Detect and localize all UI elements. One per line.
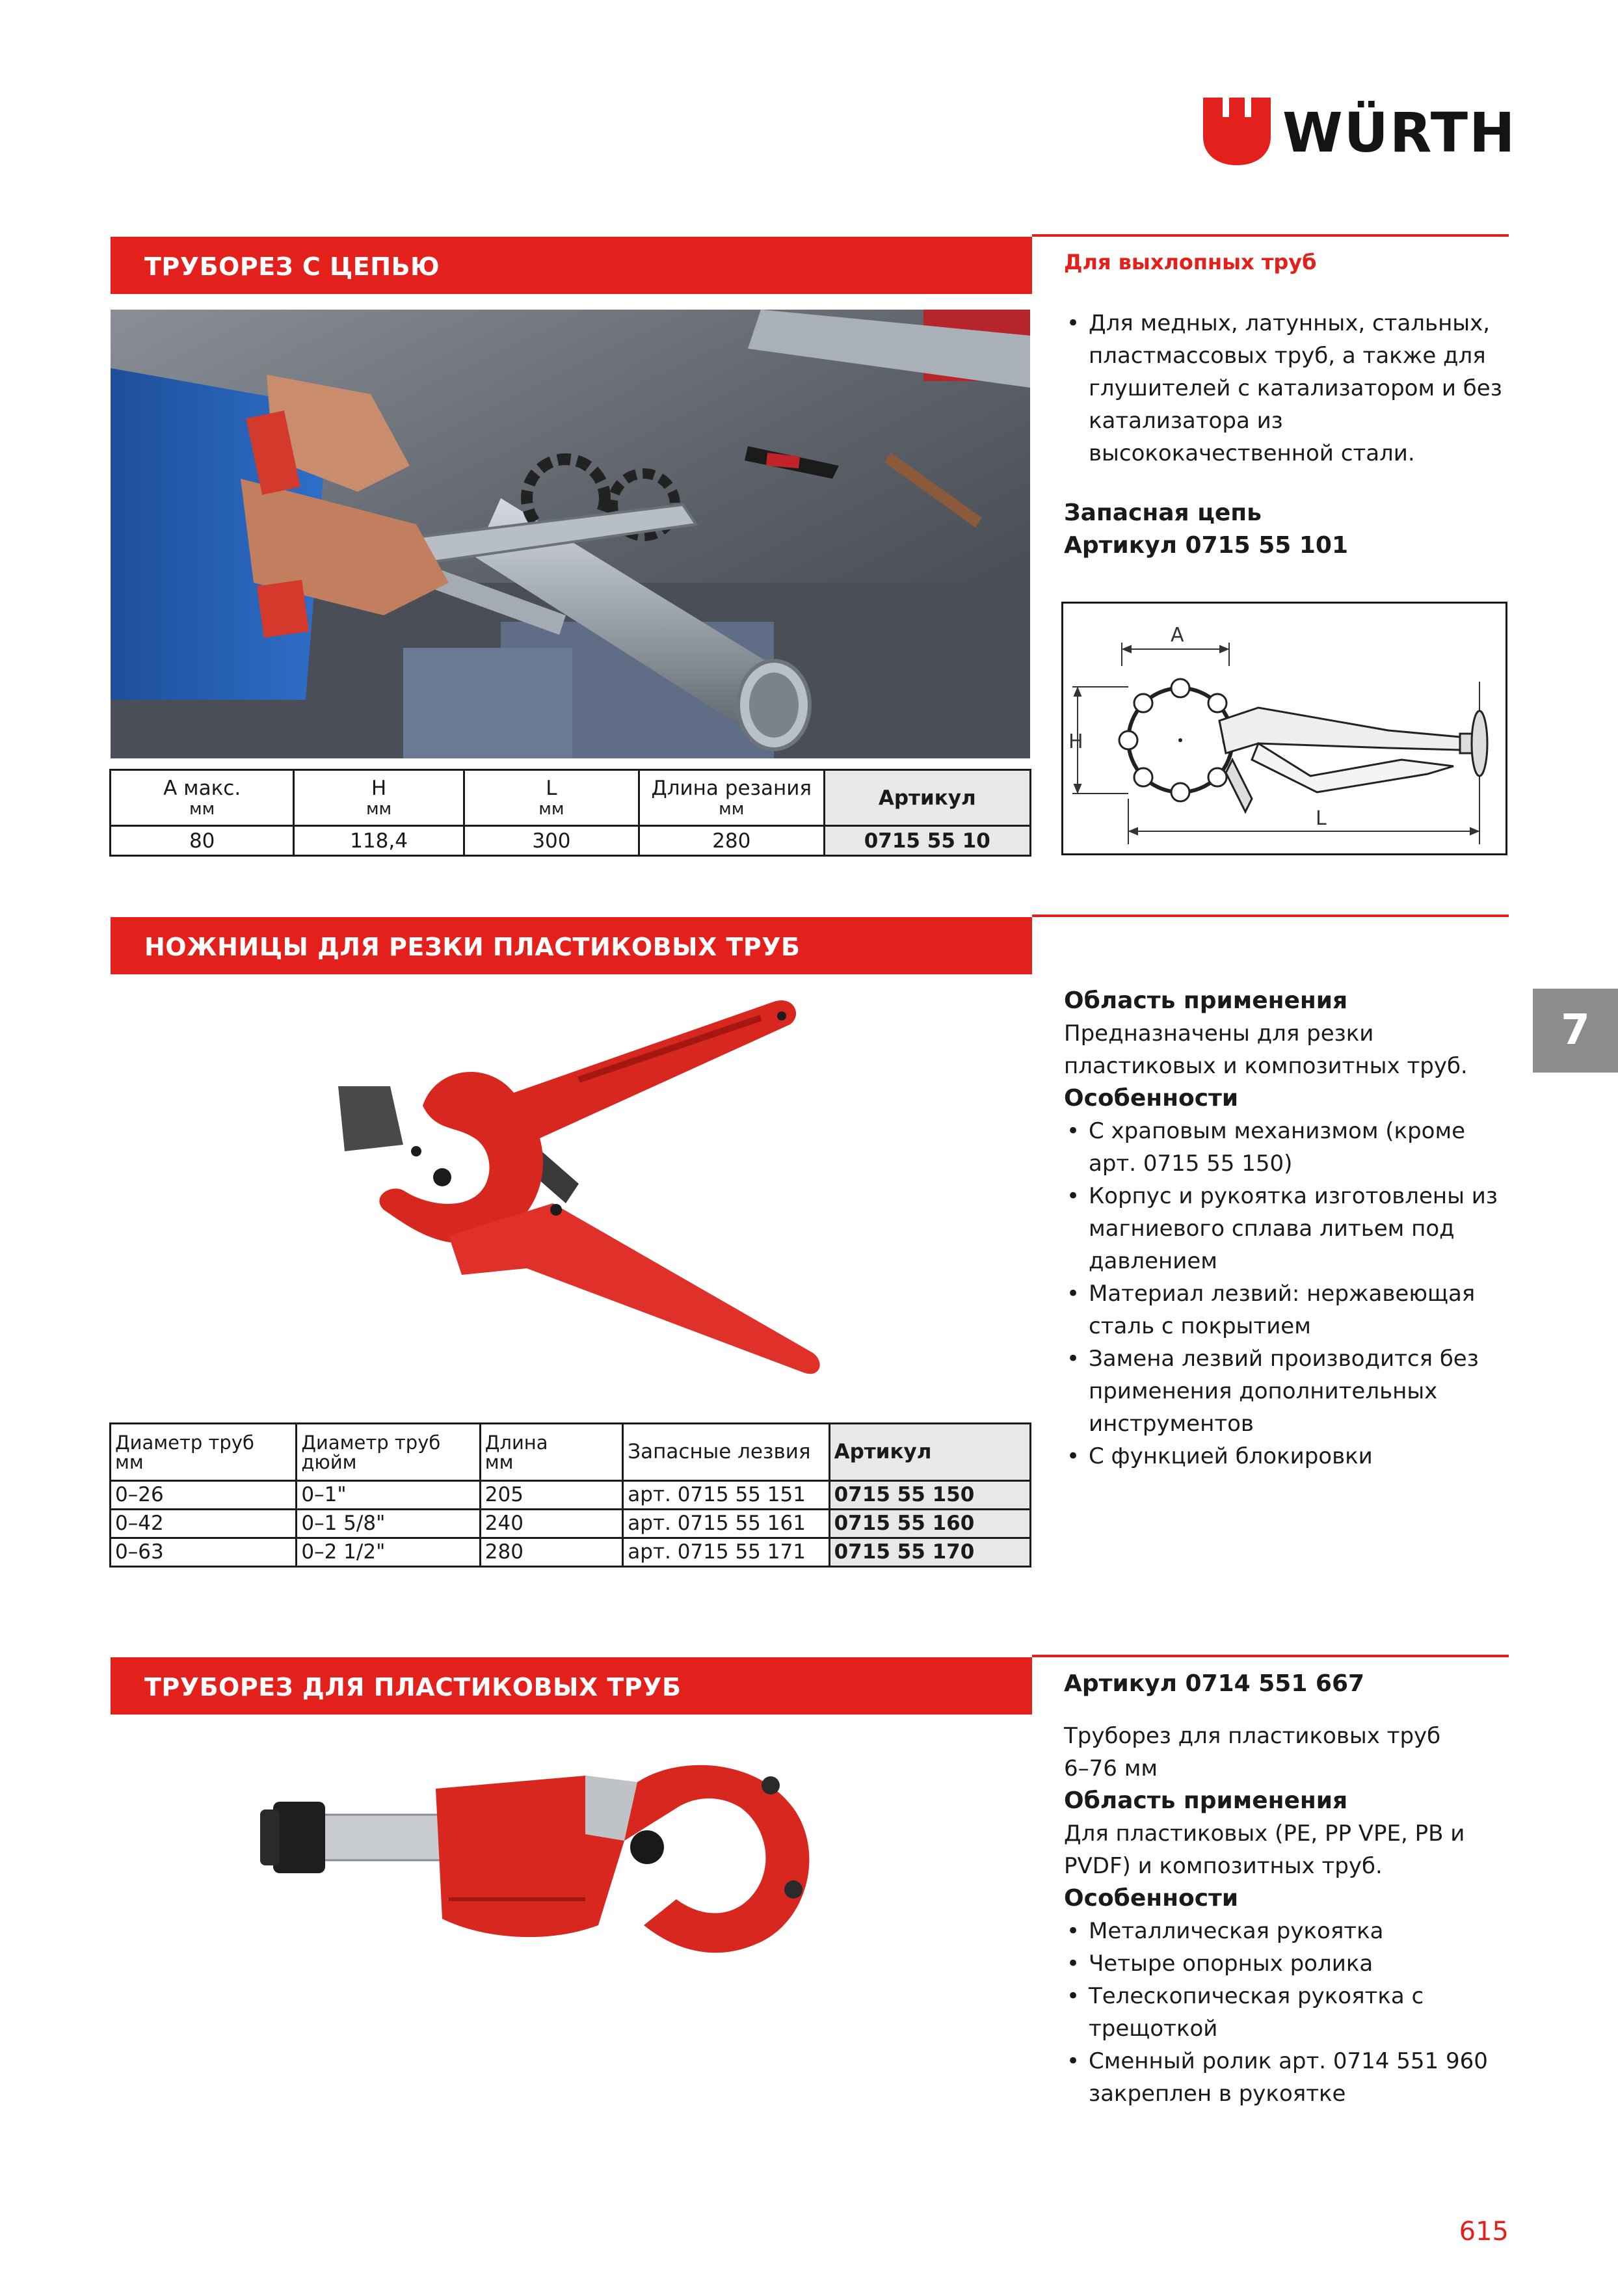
table-header-cell: Запасные лезвия [623, 1424, 829, 1481]
wurth-logo-icon [1203, 98, 1271, 165]
list-item: • Материал лезвий: нержавеющая сталь с покрытием [1064, 1277, 1513, 1342]
table-cell: 0–2 1/2" [297, 1538, 480, 1567]
chain-cutter-diagram [1061, 602, 1507, 855]
pipe-shears-photo [189, 989, 988, 1405]
table-row [111, 1510, 1031, 1538]
table-cell: 240 [480, 1510, 623, 1538]
table-header-cell: А макс. мм [111, 770, 294, 826]
table-header-cell: Диаметр труб дюйм [297, 1424, 480, 1481]
usage-text: Для пластиковых (PE, PP VPE, PB и PVDF) и композитных труб. [1064, 1821, 1465, 1879]
table-cell: 300 [464, 826, 639, 856]
features-list [1064, 1115, 1513, 1473]
table-cell: 205 [480, 1481, 623, 1510]
section3-text [1064, 1668, 1513, 2110]
table-header-article: Артикул [824, 770, 1030, 826]
section3-header [111, 1657, 1032, 1715]
table-cell: 280 [639, 826, 824, 856]
usage-text: Предназначены для резки пластиковых и композитных труб. [1064, 1021, 1468, 1079]
table-header-cell: H мм [294, 770, 464, 826]
table-header-cell: Диаметр труб мм [111, 1424, 297, 1481]
spare-chain-article: Артикул 0715 55 101 [1064, 532, 1349, 559]
table-cell: 0–63 [111, 1538, 297, 1567]
dimension-diagram [1063, 604, 1505, 853]
usage-heading: Область применения [1064, 987, 1348, 1014]
table-header-row [111, 770, 1031, 826]
table-cell: 0–26 [111, 1481, 297, 1510]
wurth-logo [1203, 98, 1517, 168]
list-item: • Замена лезвий производится без применения дополнительных инструментов [1064, 1342, 1513, 1440]
description-line2: 6–76 мм [1064, 1755, 1158, 1782]
table-header-cell: L мм [464, 770, 639, 826]
plastic-pipe-cutter-illustration [221, 1730, 871, 2029]
table-cell: 0–1 5/8" [297, 1510, 480, 1538]
pipe-shears-illustration [189, 989, 988, 1405]
section2-title: НОЖНИЦЫ ДЛЯ РЕЗКИ ПЛАСТИКОВЫХ ТРУБ [144, 933, 801, 961]
table-cell: 118,4 [294, 826, 464, 856]
list-item: • Телескопическая рукоятка с трещоткой [1064, 1980, 1513, 2045]
section2-rule [1032, 914, 1509, 917]
table-cell: арт. 0715 55 161 [623, 1510, 829, 1538]
section1-bullets [1064, 307, 1513, 470]
features-list [1064, 1915, 1513, 2110]
dimension-label-l: L [1316, 807, 1327, 830]
spare-chain-label: Запасная цепь [1064, 500, 1262, 526]
list-item: • Корпус и рукоятка изготовлены из магниевого сплава литьем под давлением [1064, 1180, 1513, 1277]
section1-bullet: • Для медных, латунных, стальных, пластмассовых труб, а также для глушителей с катализатором и без катализатора из высококачественной стали. [1064, 307, 1513, 470]
section1-rule [1032, 234, 1509, 237]
chapter-tab: 7 [1533, 989, 1618, 1073]
list-item: • Четыре опорных ролика [1064, 1947, 1513, 1980]
chain-cutter-illustration [111, 310, 1030, 758]
section3-article: Артикул 0714 551 667 [1064, 1670, 1365, 1697]
dimension-label-h: H [1068, 730, 1083, 753]
table-row [111, 1481, 1031, 1510]
dimension-label-a: A [1171, 624, 1184, 647]
table-cell: арт. 0715 55 171 [623, 1538, 829, 1567]
list-item: • С функцией блокировки [1064, 1440, 1513, 1473]
section1-header [111, 237, 1032, 294]
table-cell-article: 0715 55 160 [829, 1510, 1030, 1538]
features-heading: Особенности [1064, 1885, 1239, 1912]
section3-rule [1032, 1655, 1509, 1657]
section1-subtitle: Для выхлопных труб [1064, 250, 1317, 274]
table-cell-article: 0715 55 150 [829, 1481, 1030, 1510]
table-cell-article: 0715 55 170 [829, 1538, 1030, 1567]
table-cell-article: 0715 55 10 [824, 826, 1030, 856]
table-cell: 80 [111, 826, 294, 856]
section2-text [1064, 985, 1513, 1473]
brand-name: WÜRTH [1282, 101, 1517, 165]
table-row [111, 1538, 1031, 1567]
plastic-pipe-cutter-photo [221, 1730, 871, 2029]
table-cell: 0–1" [297, 1481, 480, 1510]
usage-heading: Область применения [1064, 1787, 1348, 1814]
chain-cutter-photo [111, 310, 1030, 758]
table-header-cell: Длина мм [480, 1424, 623, 1481]
table-header-article: Артикул [829, 1424, 1030, 1481]
page-number: 615 [1459, 2217, 1509, 2247]
table-cell: 280 [480, 1538, 623, 1567]
table-row [111, 826, 1031, 856]
table-header-cell: Длина резания мм [639, 770, 824, 826]
table-cell: 0–42 [111, 1510, 297, 1538]
list-item: • Сменный ролик арт. 0714 551 960 закреплен в рукоятке [1064, 2045, 1513, 2110]
description-line1: Труборез для пластиковых труб [1064, 1723, 1441, 1749]
features-heading: Особенности [1064, 1085, 1239, 1112]
list-item: • Металлическая рукоятка [1064, 1915, 1513, 1947]
section3-title: ТРУБОРЕЗ ДЛЯ ПЛАСТИКОВЫХ ТРУБ [144, 1673, 682, 1702]
section1-title: ТРУБОРЕЗ С ЦЕПЬЮ [144, 252, 440, 281]
chain-cutter-table [109, 769, 1031, 857]
list-item: • С храповым механизмом (кроме арт. 0715 55 150) [1064, 1115, 1513, 1180]
table-header-row [111, 1424, 1031, 1481]
section2-header [111, 917, 1032, 974]
table-cell: арт. 0715 55 151 [623, 1481, 829, 1510]
pipe-shears-table [109, 1422, 1031, 1568]
